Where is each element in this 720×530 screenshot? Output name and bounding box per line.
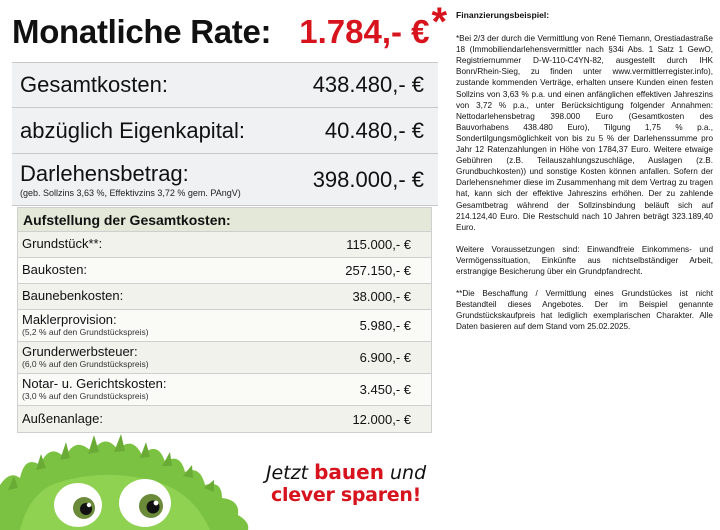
cost-sub: (5,2 % auf den Grundstückspreis) bbox=[22, 327, 149, 338]
cost-label: Grunderwerbsteuer: bbox=[22, 344, 138, 360]
table-row bbox=[18, 232, 431, 258]
cost-value: 257.150,- € bbox=[345, 263, 411, 278]
monthly-rate-asterisk: * bbox=[431, 0, 448, 44]
table-row bbox=[18, 258, 431, 284]
cost-label-group bbox=[22, 289, 123, 304]
cost-table-heading: Aufstellung der Gesamtkosten: bbox=[18, 208, 431, 232]
cost-label: Baukosten: bbox=[22, 262, 88, 278]
monthly-rate-value: 1.784,- € bbox=[299, 13, 430, 50]
darlehen-label-group bbox=[20, 161, 241, 198]
slogan bbox=[250, 460, 442, 506]
cost-label: Außenanlage: bbox=[22, 410, 103, 426]
cost-sub: (6,0 % auf den Grundstückspreis) bbox=[22, 359, 149, 370]
eigenkapital-value: 40.480,- € bbox=[324, 117, 424, 143]
financing-title: Finanzierungsbeispiel: bbox=[456, 10, 550, 20]
cost-label: Grundstück**: bbox=[22, 236, 103, 252]
summary-row-darlehen bbox=[12, 154, 438, 206]
cost-rows bbox=[18, 232, 431, 432]
cost-label: Baunebenkosten: bbox=[22, 288, 124, 304]
table-row bbox=[18, 374, 431, 406]
financing-example bbox=[456, 10, 713, 343]
cost-value: 6.900,- € bbox=[359, 350, 411, 365]
darlehen-sub: (geb. Sollzins 3,63 %, Effektivzins 3,72 % gem. PAngV) bbox=[20, 188, 241, 198]
slogan-jetzt: Jetzt bbox=[265, 462, 309, 484]
monthly-rate-label: Monatliche Rate: bbox=[12, 13, 272, 50]
green-monster-mascot-image bbox=[0, 430, 250, 530]
cost-value: 38.000,- € bbox=[352, 289, 411, 304]
financing-paragraph-1: *Bei 2/3 der durch die Vermittlung von René Tiemann, Orestiadastraße 18 (Immobiliendarlehensvermittler nach §34i Abs. 1 Satz 1 GewO, Registriernummer D-W-110-C4YN-82, ausgestellt durch IHK Bonn/Rhein-Sieg, zu finden unter www.vermittlerregister.info), zustande kommenden Verträge, erhalten unsere Kunden einen festen Sollzins von 3,63 % p.a. und einen anfänglichen effektiven Jahreszins von 3,72 % p.a., unter Berücksichtigung folgender Annahmen: Nettodarlehensbetrag 398.000 Euro (Gesamtkosten des Bauvorhabens 438.480 Euro), Tilgung 1,75 % p.a., Sondertilgungsmöglichkeit von bis zu 5 % der Darlehenssumme pro Jahr 12 Ratenzahlungen in Höhe von 1784,37 Euro. Weitere etwaige Gebühren (z.B. Teilauszahlungszuschläge, Auslagen (z.B. Grundbuchkosten)) und sonstige Kosten können anfallen. Sofern der Darlehensnehmer diese im Zusammenhang mit dem Vertrag zu tragen hat, kann sich der effektive Jahreszins erhöhen. Der zu zahlende Gesamtbetrag während der Sollzinsbindung beläuft sich auf 214.124,40 Euro. Die Restschuld nach 10 Jahren beträgt 323.189,40 Euro. bbox=[456, 34, 713, 232]
table-row bbox=[18, 342, 431, 374]
cost-label-group bbox=[22, 377, 167, 402]
slogan-line2: clever sparen! bbox=[271, 484, 421, 506]
cost-label: Notar- u. Gerichtskosten: bbox=[22, 376, 167, 392]
cost-label-group bbox=[22, 237, 102, 252]
rate-summary bbox=[12, 0, 448, 206]
cost-table bbox=[17, 207, 432, 433]
gesamtkosten-label: Gesamtkosten: bbox=[20, 72, 168, 97]
slogan-und: und bbox=[389, 462, 427, 484]
summary-row-eigenkapital bbox=[12, 108, 438, 154]
cost-value: 3.450,- € bbox=[359, 382, 411, 397]
darlehen-value: 398.000,- € bbox=[312, 166, 424, 192]
table-row bbox=[18, 406, 431, 432]
summary-box bbox=[12, 62, 438, 206]
cost-label-group bbox=[22, 345, 149, 370]
monthly-rate-row bbox=[12, 0, 448, 62]
table-row bbox=[18, 310, 431, 342]
cost-value: 5.980,- € bbox=[359, 318, 411, 333]
cost-label-group bbox=[22, 313, 149, 338]
slogan-bauen: bauen bbox=[314, 460, 384, 484]
summary-row-gesamtkosten bbox=[12, 63, 438, 108]
cost-label-group bbox=[22, 412, 103, 427]
financing-paragraph-2: Weitere Voraussetzungen sind: Einwandfreie Einkommens- und Vermögenssituation, Einkünfte aus nichtselbständiger Arbeit, erstrangige Besicherung über ein Grundpfandrecht. bbox=[456, 244, 713, 276]
cost-value: 115.000,- € bbox=[346, 237, 411, 252]
eigenkapital-label: abzüglich Eigenkapital: bbox=[20, 117, 246, 143]
table-row bbox=[18, 284, 431, 310]
cost-label: Maklerprovision: bbox=[22, 312, 117, 328]
cost-label-group bbox=[22, 263, 87, 278]
gesamtkosten-value: 438.480,- € bbox=[312, 72, 424, 97]
darlehen-label: Darlehensbetrag: bbox=[20, 161, 189, 186]
cost-sub: (3,0 % auf den Grundstückspreis) bbox=[22, 391, 149, 402]
financing-paragraph-3: **Die Beschaffung / Vermittlung eines Grundstückes ist nicht Bestandteil dieses Angebotes. Der im Beispiel genannte Grundstückskaufpreis hat lediglich exemplarischen Charakter. Alle Daten basieren auf dem Stand vom 25.02.2025. bbox=[456, 289, 713, 332]
slogan-line1 bbox=[250, 460, 442, 484]
cost-value: 12.000,- € bbox=[352, 411, 411, 427]
